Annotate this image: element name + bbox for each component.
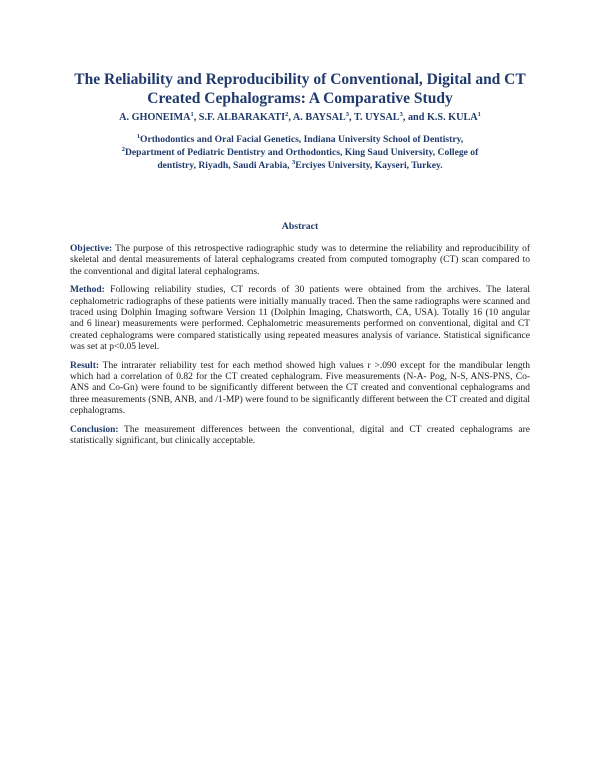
author: T. UYSAL$^3$: [353, 111, 403, 123]
author: A. GHONEIMA$^1$: [119, 111, 194, 123]
author: S.F. ALBARAKATI$^2$: [198, 111, 289, 123]
result-paragraph: [70, 361, 530, 418]
result-text: The intrarater reliability test for each method showed high values r >.090 except for the mandibular length which had a correlation of 0.82 for the CT created cephalogram. Five measurements (N-A- Pog, N-S, ANS-PNS, Co-ANS and Co-Gn) were found to be significantly different between the CT created and conventional cephalograms and three measurements (SNB, ANB, and /1-MP) were found to be significantly different between the CT created and digital cephalograms.: [70, 360, 530, 417]
affiliation-2-3: dentistry, Riyadh, Saudi Arabia, $^3$Erciyes University, Kayseri, Turkey.: [157, 158, 443, 171]
conclusion-text: The measurement differences between the conventional, digital and CT created cephalograms are statistically significant, but clinically acceptable.: [70, 424, 530, 447]
objective-label: Objective:: [70, 244, 113, 254]
conclusion-paragraph: [70, 425, 530, 448]
abstract-heading: Abstract: [281, 221, 319, 232]
author: A. BAYSAL$^3$: [292, 111, 350, 123]
affiliation-1: $^1$Orthodontics and Oral Facial Genetics, Indiana University School of Dentistry,: [136, 133, 464, 145]
objective-text: The purpose of this retrospective radiographic study was to determine the reliability and reproducibility of skeletal and dental measurements of lateral cephalograms created from computed tomography (CT) scan compared to the conventional and digital lateral cephalograms.: [70, 244, 530, 277]
objective-paragraph: [70, 244, 530, 278]
title-line-2: Created Cephalograms: A Comparative Study: [147, 90, 453, 107]
title-line-1: The Reliability and Reproducibility of Conventional, Digital and CT: [74, 71, 526, 88]
method-text: Following reliability studies, CT records of 30 patients were obtained from the archives. The lateral cephalometric radiographs of these patients were initially manually traced. Then the same radiographs were scanned and traced using Dolphin Imaging software Version 11 (Dolphin Imaging, Chatsworth, CA, USA). Totally 16 (10 angular and 6 linear) measurements were performed. Cephalometric measurements performed on conventional, digital and CT created cephalograms were compared statistically using repeated measures analysis of variance. Statistical significance was set at p<0.05 level.: [70, 285, 530, 353]
affiliation-2: $^2$Department of Pediatric Dentistry and Orthodontics, King Saud University, College of: [121, 145, 479, 158]
method-label: Method:: [70, 285, 105, 296]
author-list: A. GHONEIMA$^1$, S.F. ALBARAKATI$^2$, A. BAYSAL$^3$, T. UYSAL$^3$, and K.S. KULA$^1$: [119, 111, 481, 123]
affiliations: [70, 134, 530, 172]
conclusion-label: Conclusion:: [70, 424, 119, 435]
result-label: Result:: [70, 360, 100, 371]
paper-title: [60, 70, 540, 108]
author: K.S. KULA$^1$: [426, 111, 481, 123]
method-paragraph: [70, 285, 530, 353]
abstract-body: [70, 244, 530, 455]
